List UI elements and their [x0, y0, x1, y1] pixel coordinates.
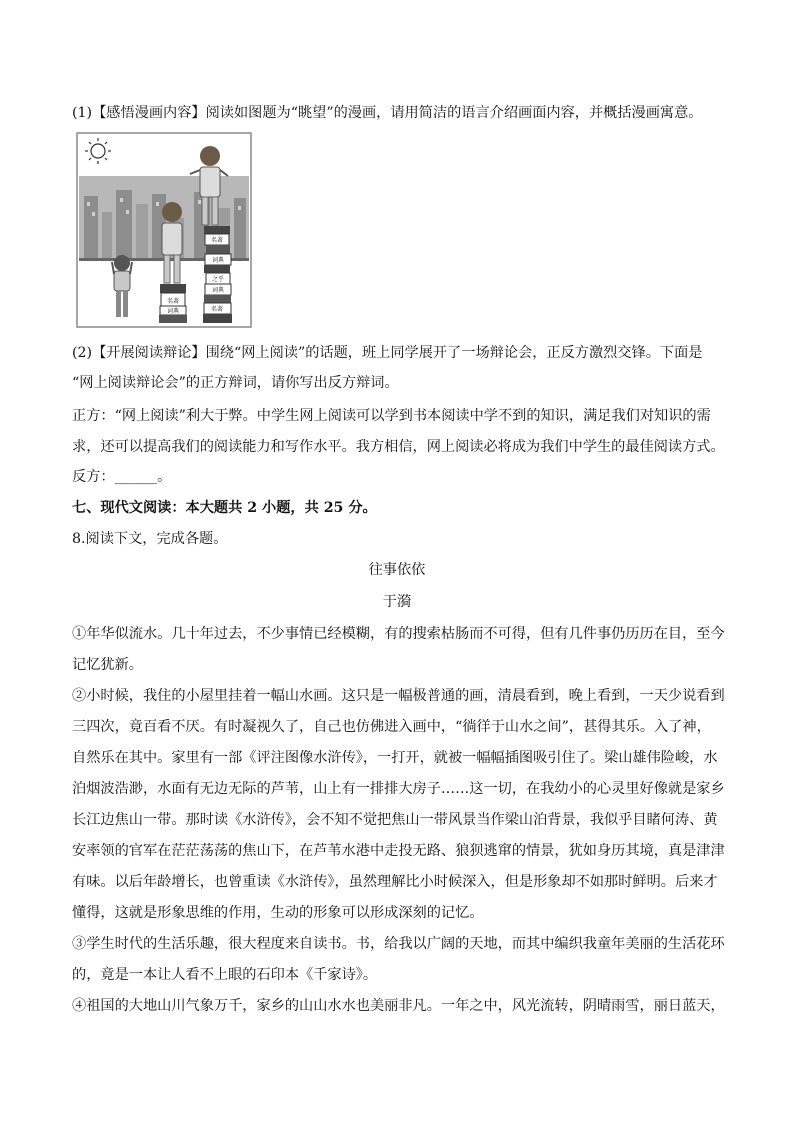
article-line: 有味。以后年龄增长，也曾重读《水浒传》，虽然理解比小时候深入，但是形象却不如那时鲜明。后来才	[72, 874, 718, 890]
book-label: 词典	[166, 308, 180, 315]
book-label: 词典	[211, 287, 225, 294]
book-stack-short	[159, 284, 187, 323]
zhengfang-line-1: 正方：“网上阅读”利大于弊。中学生网上阅读可以学到书本阅读中学不到的知识，满足我们对知识的需	[72, 408, 711, 424]
article-line: 的，竟是一本让人看不上眼的石印本《千家诗》。	[72, 967, 378, 983]
question-2-line-1: (2)【开展阅读辩论】围绕“网上阅读”的话题，班上同学展开了一场辩论会，正反方激烈交锋。下面是	[72, 345, 703, 361]
article-line: ④祖国的大地山川气象万千，家乡的山山水水也美丽非凡。一年之中，风光流转，阴晴雨雪，丽日蓝天，	[72, 998, 725, 1014]
article-line: ③学生时代的生活乐趣，很大程度来自读书。书，给我以广阔的天地，而其中编织我童年美丽的生活花环	[72, 936, 725, 952]
book-label: 词典	[211, 257, 225, 264]
article-line: 长江边焦山一带。那时读《水浒传》，会不知不觉把焦山一带风景当作梁山泊背景，我似乎目睹何涛、黄	[72, 812, 718, 828]
article-line: 记忆犹新。	[72, 657, 143, 673]
article-line: 懂得，这就是形象思维的作用，生动的形象可以形成深刻的记忆。	[72, 905, 484, 921]
question-2-line-2: “网上阅读辩论会”的正方辩词，请你写出反方辩词。	[72, 375, 399, 391]
fanfang-answer: 反方：______。	[72, 469, 172, 485]
question-8: 8.阅读下文，完成各题。	[72, 531, 228, 547]
article-author: 于漪	[382, 594, 412, 610]
book-label: 名著	[210, 306, 224, 313]
article-line: 泊烟波浩渺，水面有无边无际的芦苇，山上有一排排大房子……这一切，在我幼小的心灵里好像就是家乡	[72, 781, 725, 797]
book-stack-tall	[203, 226, 232, 323]
book-label: 名著	[210, 237, 224, 244]
section-heading: 七、现代文阅读：本大题共 2 小题，共 25 分。	[72, 500, 377, 516]
article-line: ②小时候，我住的小屋里挂着一幅山水画。这只是一幅极普通的画，清晨看到，晚上看到，一天少说看到	[72, 688, 725, 704]
book-label: 之乎	[211, 276, 225, 283]
article-title: 往事依依	[368, 562, 426, 578]
book-label: 名著	[166, 298, 180, 305]
article-line: 三四次，竟百看不厌。有时凝视久了，自己也仿佛进入画中，“徜徉于山水之间”，甚得其乐。入了神，	[72, 719, 711, 735]
article-line: 安率领的官军在茫茫荡荡的焦山下，在芦苇水港中走投无路、狼狈逃窜的情景，犹如身历其境，真是津津	[72, 843, 725, 859]
zhengfang-line-2: 求，还可以提高我们的阅读能力和写作水平。我方相信，网上阅读必将成为我们中学生的最佳阅读方式。	[72, 439, 725, 455]
article-line: ①年华似流水。几十年过去，不少事情已经模糊，有的搜索枯肠而不可得，但有几件事仍历历在目，至今	[72, 626, 725, 642]
comic-image-looking-far	[76, 132, 252, 328]
question-1: (1)【感悟漫画内容】阅读如图题为“眺望”的漫画，请用简洁的语言介绍画面内容，并概括漫画寓意。	[72, 105, 703, 121]
article-line: 自然乐在其中。家里有一部《评注图像水浒传》，一打开，就被一幅幅插图吸引住了。梁山雄伟险峻，水	[72, 750, 718, 766]
